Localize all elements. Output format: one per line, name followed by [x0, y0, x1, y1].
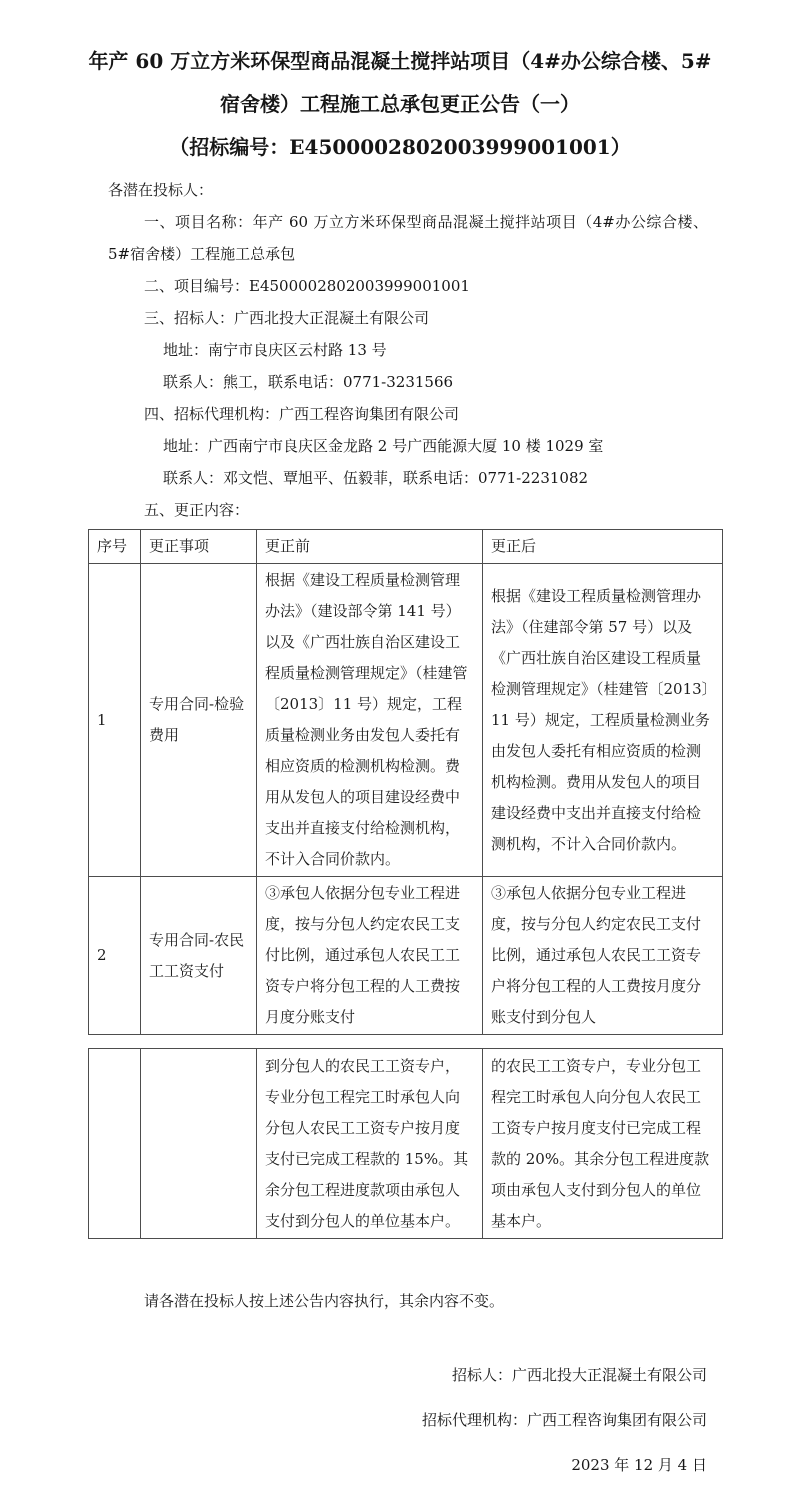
para-agency-contact: 联系人：邓文恺、覃旭平、伍毅菲，联系电话：0771-2231082	[163, 469, 589, 487]
table-row	[89, 1049, 723, 1239]
row1-before: 根据《建设工程质量检测管理办法》（建设部令第 141 号）以及《广西壮族自治区建设工程质量检测管理规定》（桂建管〔2013〕11 号）规定，工程质量检测业务由发包人委托有相应资质的检测机构检测。费用从发包人的项目建设经费中支出并直接支付给检测机构，不计入合同价款内。	[257, 564, 483, 877]
table-header-row	[89, 530, 723, 564]
cont-after: 的农民工工资专户，专业分包工程完工时承包人向分包人农民工工资专户按月度支付已完成工程款的 20%。其余分包工程进度款项由承包人支付到分包人的单位基本户。	[483, 1049, 723, 1239]
cont-item	[141, 1049, 257, 1239]
row1-item: 专用合同-检验费用	[141, 564, 257, 877]
row2-before: ③承包人依据分包专业工程进度，按与分包人约定农民工支付比例，通过承包人农民工工资专户将分包工程的人工费按月度分账支付	[257, 877, 483, 1035]
page-break-gap	[88, 1035, 722, 1048]
signature-date: 2023 年 12 月 4 日	[571, 1456, 707, 1474]
closing-paragraph: 请各潜在投标人按上述公告内容执行，其余内容不变。	[144, 1292, 505, 1310]
para-agency-address: 地址：广西南宁市良庆区金龙路 2 号广西能源大厦 10 楼 1029 室	[163, 437, 604, 455]
para-project-number: 二、项目编号：E4500002802003999001001	[144, 277, 470, 295]
para-correction-heading: 五、更正内容：	[144, 501, 250, 519]
signature-block	[0, 1353, 707, 1488]
para-tenderer-contact: 联系人：熊工，联系电话：0771-3231566	[163, 373, 454, 391]
correction-table	[88, 529, 723, 1035]
row1-after: 根据《建设工程质量检测管理办法》（住建部令第 57 号）以及《广西壮族自治区建设工程质量检测管理规定》（桂建管〔2013〕11 号）规定，工程质量检测业务由发包人委托有相应资质的检测机构检测。费用从发包人的项目建设经费中支出并直接支付给检测机构，不计入合同价款内。	[483, 564, 723, 877]
para-tenderer-address: 地址：南宁市良庆区云村路 13 号	[163, 341, 387, 359]
signature-tenderer: 招标人：广西北投大正混凝土有限公司	[451, 1366, 707, 1384]
title-line-2: 宿舍楼）工程施工总承包更正公告（一）	[220, 92, 580, 116]
row1-no: 1	[89, 564, 141, 877]
para-agency: 四、招标代理机构：广西工程咨询集团有限公司	[144, 405, 460, 423]
correction-table-continuation	[88, 1048, 723, 1239]
title-line-tender-number: （招标编号：E4500002802003999001001）	[169, 135, 631, 159]
body-text	[108, 174, 708, 526]
cont-no	[89, 1049, 141, 1239]
header-cell-item: 更正事项	[141, 530, 257, 564]
row2-item: 专用合同-农民工工资支付	[141, 877, 257, 1035]
header-cell-after: 更正后	[483, 530, 723, 564]
row2-after: ③承包人依据分包专业工程进度，按与分包人约定农民工支付比例，通过承包人农民工工资专户将分包工程的人工费按月度分账支付到分包人	[483, 877, 723, 1035]
header-cell-before: 更正前	[257, 530, 483, 564]
para-tenderer: 三、招标人：广西北投大正混凝土有限公司	[144, 309, 430, 327]
closing-text	[108, 1285, 708, 1317]
salutation: 各潜在投标人：	[108, 181, 214, 199]
row2-no: 2	[89, 877, 141, 1035]
para-project-name: 一、项目名称：年产 60 万立方米环保型商品混凝土搅拌站项目（4#办公综合楼、5#宿舍楼）工程施工总承包	[108, 213, 708, 263]
table-row	[89, 877, 723, 1035]
cont-before: 到分包人的农民工工资专户，专业分包工程完工时承包人向分包人农民工工资专户按月度支付已完成工程款的 15%。其余分包工程进度款项由承包人支付到分包人的单位基本户。	[257, 1049, 483, 1239]
title-line-1: 年产 60 万立方米环保型商品混凝土搅拌站项目（4#办公综合楼、5#	[88, 49, 712, 73]
signature-agency: 招标代理机构：广西工程咨询集团有限公司	[421, 1411, 707, 1429]
document-title	[0, 0, 800, 169]
header-cell-no: 序号	[89, 530, 141, 564]
table-row	[89, 564, 723, 877]
correction-table-area	[88, 529, 722, 1239]
